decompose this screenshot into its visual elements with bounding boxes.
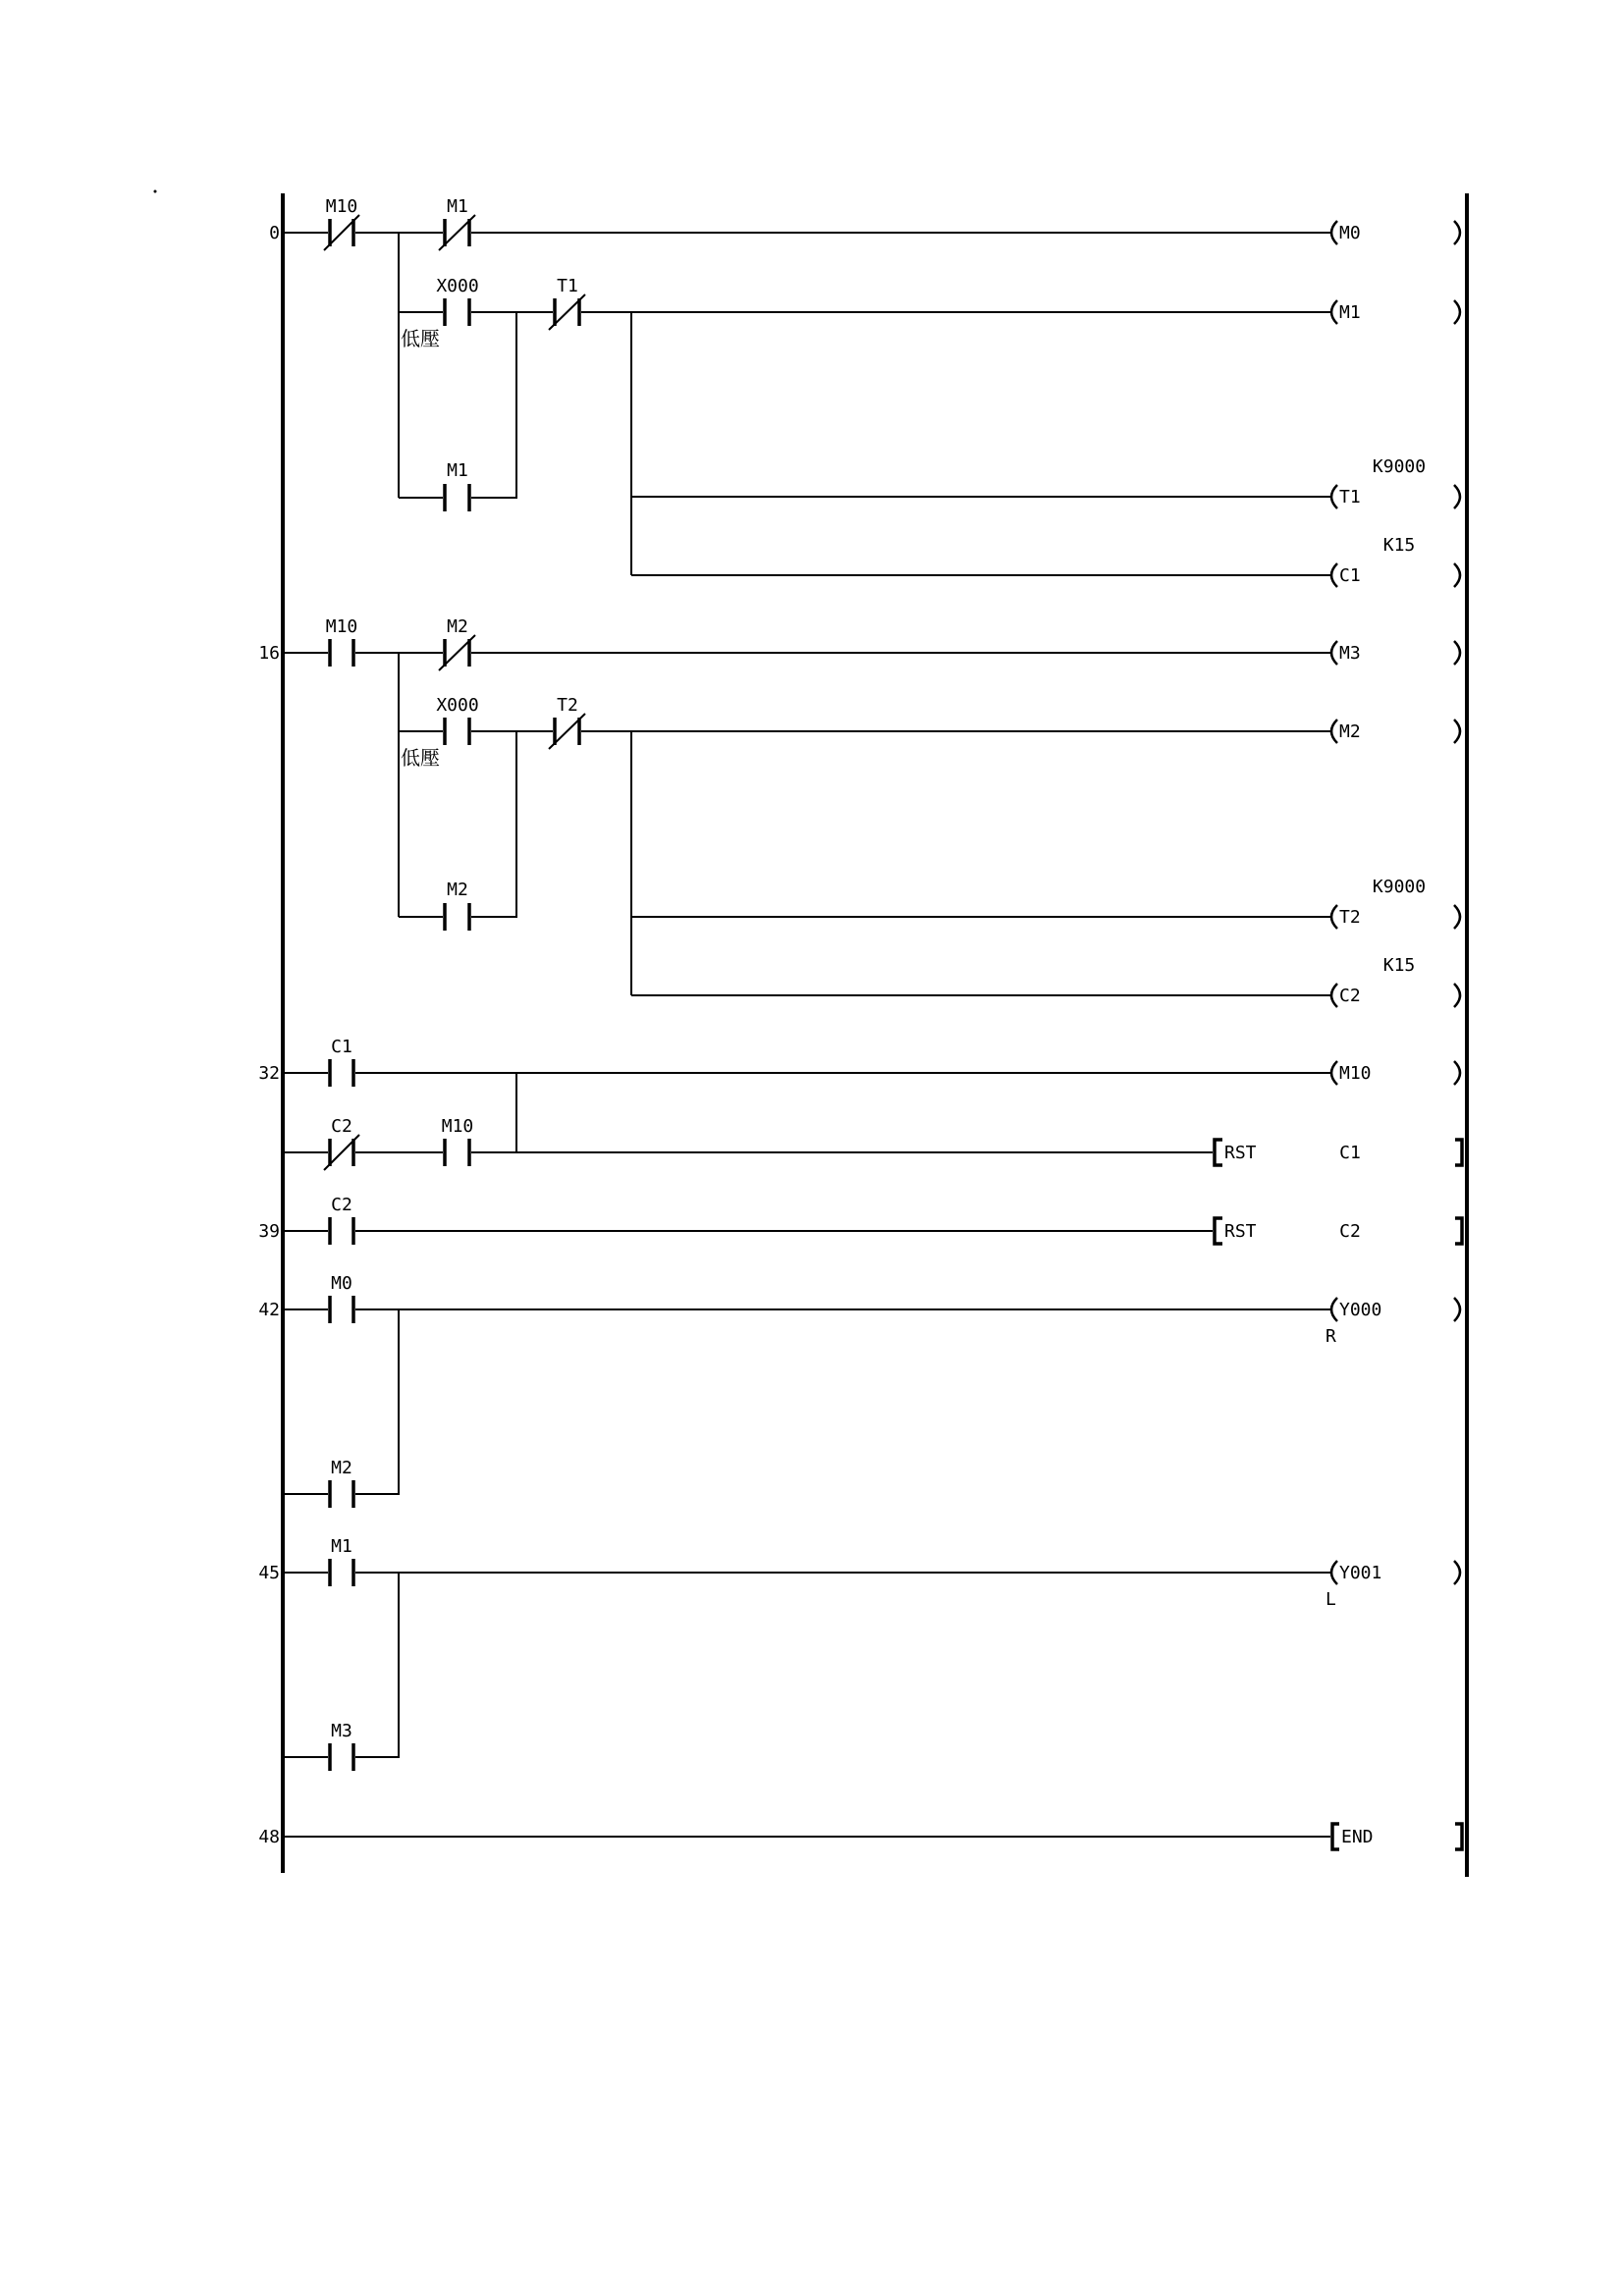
contact-symbols bbox=[324, 215, 585, 1771]
contact-label: T2 bbox=[557, 695, 578, 716]
contact-label: X000 bbox=[436, 276, 479, 296]
ladder-wiring bbox=[283, 233, 1330, 1837]
coil-label: M2 bbox=[1339, 721, 1361, 742]
no-contact-m1 bbox=[445, 484, 469, 511]
no-contact-m3 bbox=[330, 1743, 353, 1771]
no-contact-m1 bbox=[330, 1559, 353, 1586]
output-coils bbox=[1331, 221, 1460, 1584]
instruction-rst-c1 bbox=[1215, 1140, 1462, 1165]
step-number: 32 bbox=[258, 1063, 280, 1084]
device-comment: 低壓 bbox=[401, 327, 440, 350]
no-contact-c1 bbox=[330, 1059, 353, 1087]
device-comment: 低壓 bbox=[401, 746, 440, 770]
step-number: 16 bbox=[258, 643, 280, 664]
contact-label: M2 bbox=[447, 616, 468, 637]
nc-contact-m1 bbox=[439, 215, 475, 250]
contact-label: M3 bbox=[331, 1721, 352, 1741]
nc-contact-t1 bbox=[549, 294, 585, 330]
contact-label: M2 bbox=[331, 1458, 352, 1478]
coil-label: Y001 bbox=[1339, 1563, 1382, 1583]
coil-labels bbox=[1339, 223, 1381, 1583]
coil-label: Y000 bbox=[1339, 1300, 1382, 1320]
no-contact-m0 bbox=[330, 1296, 353, 1323]
no-contact-m2 bbox=[445, 903, 469, 931]
contact-label: M1 bbox=[331, 1536, 352, 1557]
contact-label: C2 bbox=[331, 1116, 352, 1137]
instruction-end bbox=[1332, 1824, 1462, 1849]
no-contact-m2 bbox=[330, 1480, 353, 1508]
no-contact-x000 bbox=[445, 298, 469, 326]
coil-setting-value: K9000 bbox=[1372, 456, 1427, 477]
contact-label: M10 bbox=[441, 1116, 474, 1137]
contact-label: M1 bbox=[447, 460, 468, 481]
contact-labels bbox=[326, 196, 578, 1741]
coil-notes bbox=[1325, 1326, 1336, 1610]
coil-settings bbox=[1373, 456, 1426, 976]
coil-setting-value: K15 bbox=[1382, 955, 1416, 976]
contact-label: M1 bbox=[447, 196, 468, 217]
no-contact-m10 bbox=[445, 1139, 469, 1166]
contact-label: M10 bbox=[325, 616, 358, 637]
contact-label: C2 bbox=[331, 1195, 352, 1215]
step-number: 48 bbox=[258, 1827, 280, 1847]
instruction-op: RST bbox=[1224, 1143, 1257, 1163]
coil-label: M0 bbox=[1339, 223, 1361, 243]
step-number: 45 bbox=[258, 1563, 280, 1583]
nc-contact-t2 bbox=[549, 714, 585, 749]
coil-label: T2 bbox=[1339, 907, 1361, 928]
coil-label: C1 bbox=[1339, 565, 1361, 586]
instruction-op: END bbox=[1341, 1827, 1374, 1847]
coil-label: M10 bbox=[1339, 1063, 1372, 1084]
coil-note: L bbox=[1325, 1589, 1336, 1610]
coil-setting-value: K9000 bbox=[1372, 877, 1427, 897]
contact-label: T1 bbox=[557, 276, 578, 296]
coil-label: C2 bbox=[1339, 986, 1361, 1006]
step-numbers bbox=[258, 223, 280, 1847]
coil-label: M1 bbox=[1339, 302, 1361, 323]
instruction-op: RST bbox=[1224, 1221, 1257, 1242]
nc-contact-m2 bbox=[439, 635, 475, 670]
instruction-blocks bbox=[1215, 1140, 1462, 1849]
step-number: 0 bbox=[269, 223, 280, 243]
nc-contact-c2 bbox=[324, 1135, 359, 1170]
coil-label: M3 bbox=[1339, 643, 1361, 664]
stray-dot bbox=[154, 190, 157, 193]
instruction-operand: C2 bbox=[1339, 1221, 1361, 1242]
contact-label: C1 bbox=[331, 1037, 352, 1057]
instruction-rst-c2 bbox=[1215, 1218, 1462, 1244]
step-number: 42 bbox=[258, 1300, 280, 1320]
contact-label: M10 bbox=[325, 196, 358, 217]
coil-note: R bbox=[1325, 1326, 1336, 1347]
nc-contact-m10 bbox=[324, 215, 359, 250]
contact-label: M0 bbox=[331, 1273, 352, 1294]
coil-setting-value: K15 bbox=[1382, 535, 1416, 556]
device-comments bbox=[401, 327, 440, 770]
coil-label: T1 bbox=[1339, 487, 1361, 507]
no-contact-m10 bbox=[330, 639, 353, 667]
step-number: 39 bbox=[258, 1221, 280, 1242]
no-contact-x000 bbox=[445, 718, 469, 745]
contact-label: X000 bbox=[436, 695, 479, 716]
contact-label: M2 bbox=[447, 880, 468, 900]
no-contact-c2 bbox=[330, 1217, 353, 1245]
instruction-operand: C1 bbox=[1339, 1143, 1361, 1163]
